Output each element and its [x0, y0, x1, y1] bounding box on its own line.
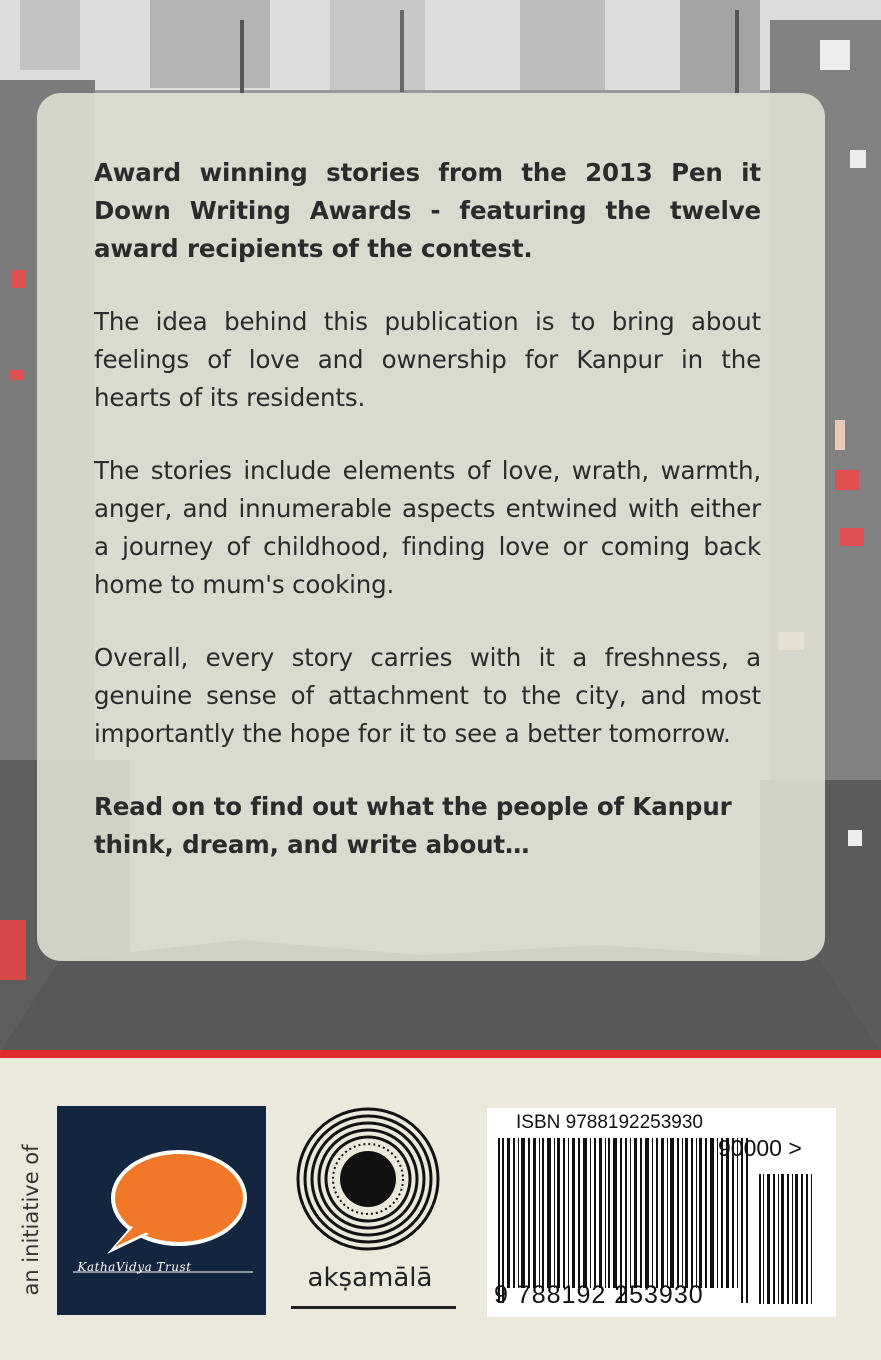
- aksamala-name: akṣamālā: [307, 1263, 433, 1293]
- kathavidya-trust-logo: [57, 1106, 266, 1315]
- aksamala-underline: [291, 1306, 456, 1309]
- ean-digits: 9 788192 253930: [494, 1281, 704, 1309]
- kathavidya-trust-name: KathaVidya Trust: [77, 1260, 192, 1274]
- blurb-headline: Award winning stories from the 2013 Pen it Down Writing Awards - featuring the twelve award recipients of the contest.: [94, 158, 761, 263]
- isbn-label: ISBN 9788192253930: [516, 1112, 703, 1133]
- speech-bubble-icon: [57, 1106, 266, 1315]
- blurb-paragraph-overall: Overall, every story carries with it a freshness, a genuine sense of attachment to the city, and most importantly the hope for it to see a better tomorrow.: [94, 643, 761, 748]
- blurb-paragraph-stories: The stories include elements of love, wrath, warmth, anger, and innumerable aspects entwined with either a journey of childhood, finding love or coming back home to mum's cooking.: [94, 456, 761, 599]
- blurb-paragraph-idea: The idea behind this publication is to bring about feelings of love and ownership for Kanpur in the hearts of its residents.: [94, 307, 761, 412]
- initiative-label: [14, 1108, 48, 1332]
- concentric-circles-icon: [296, 1107, 440, 1251]
- blurb-text: [94, 154, 761, 899]
- price-code: 90000 >: [718, 1135, 802, 1161]
- initiative-label-text: an initiative of: [19, 1144, 43, 1296]
- aksamala-logo: [296, 1107, 440, 1251]
- blurb-call-to-action: Read on to find out what the people of Kanpur think, dream, and write about…: [94, 792, 732, 859]
- red-divider: [0, 1050, 881, 1058]
